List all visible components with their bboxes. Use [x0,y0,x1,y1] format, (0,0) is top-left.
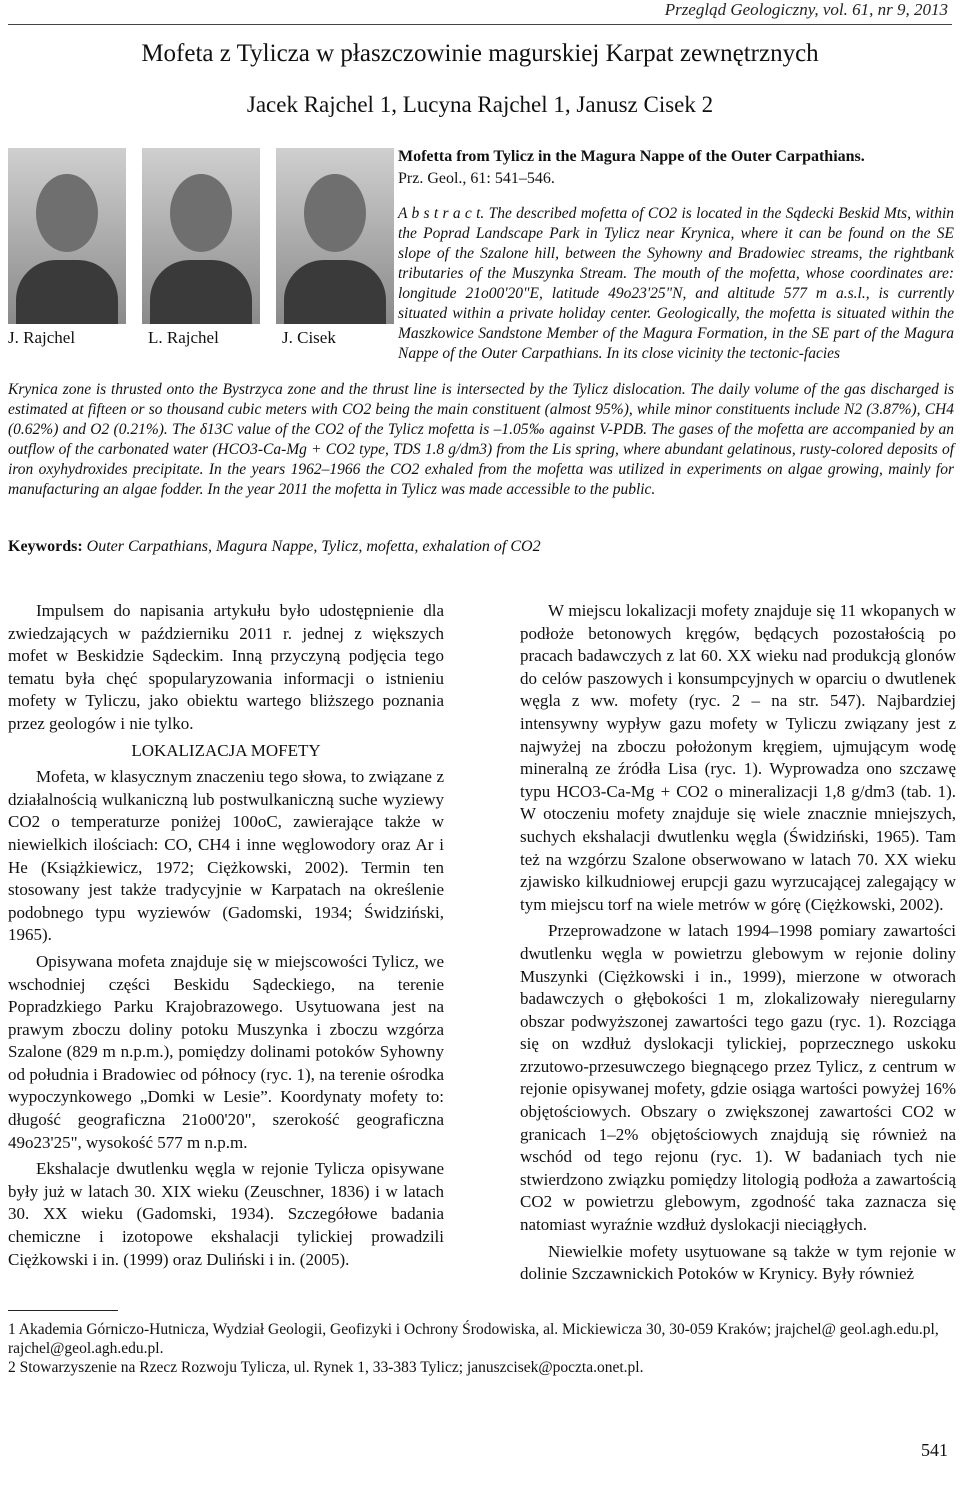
paragraph: Niewielkie mofety usytuowane są także w tym rejonie w dolinie Szczawnickich Potoków w Krynicy. Były również [520,1241,956,1284]
photo-caption-3: J. Cisek [282,328,336,347]
abstract-label: A b s t r a c t. [398,205,485,222]
photo-caption-1: J. Rajchel [8,328,76,347]
keywords-text: Outer Carpathians, Magura Nappe, Tylicz, mofetta, exhalation of CO2 [86,538,541,555]
article-title: Mofeta z Tylicza w płaszczowinie magurskiej Karpat zewnętrznych [141,40,819,67]
left-column [8,600,444,1275]
footnote-rule [8,1310,118,1311]
footnote-1: 1 Akademia Górniczo-Hutnicza, Wydział Geologii, Geofizyki i Ochrony Środowiska, al. Mickiewicza 30, 30-059 Kraków; jrajchel@ geol.agh.edu.pl, rajchel@geol.agh.edu.pl. [8,1321,939,1357]
english-title: Mofetta from Tylicz in the Magura Nappe of the Outer Carpathians. [398,148,865,165]
abstract-part-2: Krynica zone is thrusted onto the Bystrzyca zone and the thrust line is intersected by the Tylicz dislocation. The daily volume of the gas discharged is estimated at fifteen or so thousand cubic meters with CO2 being the main constituent (almost 95%), while minor constituents include N2 (3.87%), CH4 (0.62%) and O2 (0.21%). The δ13C value of the CO2 of the Tylicz mofetta is –1.05‰ against V-PDB. The gases of the mofetta are accompanied by an outflow of the carbonated water (HCO3-Ca-Mg + CO2 type, TDS 1.8 g/dm3) from the Lis spring, where abundant gelatinous, rusty-colored deposits of iron oxyhydroxides precipitate. In the years 1962–1966 the CO2 exhaled from the mofetta was utilized in experiments on algae growing, mainly for manufacturing an algae fodder. In the year 2011 the mofetta in Tylicz was made accessible to the public. [8,381,954,498]
photo-caption-2: L. Rajchel [148,328,219,347]
section-heading: LOKALIZACJA MOFETY [131,740,321,760]
english-reference: Prz. Geol., 61: 541–546. [398,170,555,187]
author-photo-2 [142,148,260,324]
page-number: 541 [921,1440,948,1460]
author-photo-1 [8,148,126,324]
intro-paragraph: Impulsem do napisania artykułu było udostępnienie dla zwiedzających w październiku 2011 r. jednej z większych mofet w Beskidzie Sądeckim. Inną przyczyną podjęcia tego tematu była chęć spopularyzowania informacji o istnieniu mofety w Tyliczu, jako obiektu wartego bliższego poznania przez geologów i nie tylko. [8,601,444,733]
paragraph: Opisywana mofeta znajduje się w miejscowości Tylicz, we wschodniej części Beskidu Sądeckiego, na terenie Popradzkiego Parku Krajobrazowego. Usytuowana jest na prawym zboczu doliny potoku Muszynka i zboczu wzgórza Szalone (829 m n.p.m.), pomiędzy dolinami potoków Syhowny od południa i Bradowiec od północy (ryc. 1), na terenie ośrodka wypoczynkowego „Domki w Lesie”. Koordynaty mofety to: długość geograficzna 21o00'20", szerokość geograficzna 49o23'25", wysokość 577 m n.p.m. [8,951,444,1152]
paragraph: Mofeta, w klasycznym znaczeniu tego słowa, to związane z działalnością wulkaniczną lub postwulkaniczną suche wyziewy CO2 o temperaturze poniżej 100oC, zawierające także w niewielkich ilościach: CO, CH4 i inne węglowodory oraz Ar i He (Książkiewicz, 1972; Ciężkowski, 2002). Termin ten stosowany jest także tradycyjnie w Karpatach na określenie podobnego typu wyziewów (Gadomski, 1934; Świdziński, 1965). [8,767,444,945]
keywords-line [8,538,541,556]
paragraph: W miejscu lokalizacji mofety znajduje się 11 wkopanych w podłoże betonowych kręgów, będących pozostałością po pracach badawczych z lat 60. XX wieku nad produkcją glonów do celów paszowych i konsumpcyjnych w oparciu o dwutlenek węgla z ww. mofety (ryc. 2 – na str. 547). Najbardziej intensywny wypływ gazu mofety w Tyliczu związany jest z najwyżej na zboczu położonym kręgiem, ujmującym wodę mineralną ze źródła Lisa (ryc. 1). Wyprowadza ono szczawę typu HCO3-Ca-Mg + CO2 o mineralizacji 1,8 g/dm3 (tab. 1). W otoczeniu mofety znajduje się wiele znacznie mniejszych, suchych ekshalacji dwutlenku węgla (Świdziński, 1965). Tam też na wzgórzu Szalone obserwowano w latach 70. XX wieku zjawisko kilkudniowej erupcji gazu wyrzucającej zalegający w tym miejscu torf na wiele metrów w górę (Ciężkowski, 2002). [520,601,956,914]
footnote-2: 2 Stowarzyszenie na Rzecz Rozwoju Tylicza, ul. Rynek 1, 33-383 Tylicz; januszcisek@poczta.onet.pl. [8,1359,644,1376]
keywords-label: Keywords: [8,538,83,555]
journal-header: Przegląd Geologiczny, vol. 61, nr 9, 2013 [664,0,948,19]
right-column [520,600,956,1290]
paragraph: Przeprowadzone w latach 1994–1998 pomiary zawartości dwutlenku węgla w powietrzu glebowym w rejonie doliny Muszynki (Ciężkowski i in., 1999), mierzone w otworach badawczych o głębokości 1 m, zlokalizowały nieregularny obszar podwyższonej zawartości tego gazu (ryc. 1). Rozciąga się on wzdłuż dyslokacji tylickiej, poprzecznego uskoku zrzutowo-przesuwczego biegnącego przez Tylicz, z centrum w rejonie opisywanej mofety, gdzie osiąga wartości powyżej 16% objętościowych. Obszary o zwiększonej zawartości CO2 w granicach 1–2% objętościowych znajdują się również na wschód od tego rejonu (ryc. 1). W badaniach tych nie stwierdzono związku pomiędzy litologią podłoża a zawartością CO2 w powietrzu glebowym, zgodność taka zaznacza się natomiast wyraźnie wzdłuż dyslokacji nieciągłych. [520,921,956,1235]
abstract-text-1: The described mofetta of CO2 is located in the Sądecki Beskid Mts, within the Poprad Landscape Park in Tylicz near Krynica, where it can be found on the SE slope of the Szalone hill, between the Syhowny and Bradowiec streams, the rightbank tributaries of the Muszynka Stream. The mouth of the mofetta, whose coordinates are: longitude 21o00'20"E, latitude 49o23'25"N, and altitude 577 m a.s.l., is currently situated within a private holiday center. Geologically, the mofetta is situated within the Maszkowice Sandstone Member of the Magura Formation, in the SE part of the Magura Nappe of the Outer Carpathians. In its close vicinity the tectonic-facies [398,205,955,362]
header-rule [8,24,952,25]
author-list: Jacek Rajchel 1, Lucyna Rajchel 1, Janusz Cisek 2 [246,92,714,117]
paragraph: Ekshalacje dwutlenku węgla w rejonie Tylicza opisywane były już w latach 30. XIX wieku (Zeuschner, 1836) i w latach 30. XX wieku (Gadomski, 1934). Szczegółowe badania chemiczne i izotopowe ekshalacji tylickiej prowadzili Ciężkowski i in. (1999) oraz Duliński i in. (2005). [8,1159,444,1269]
author-photo-3 [276,148,394,324]
abstract-part-1 [398,204,954,364]
